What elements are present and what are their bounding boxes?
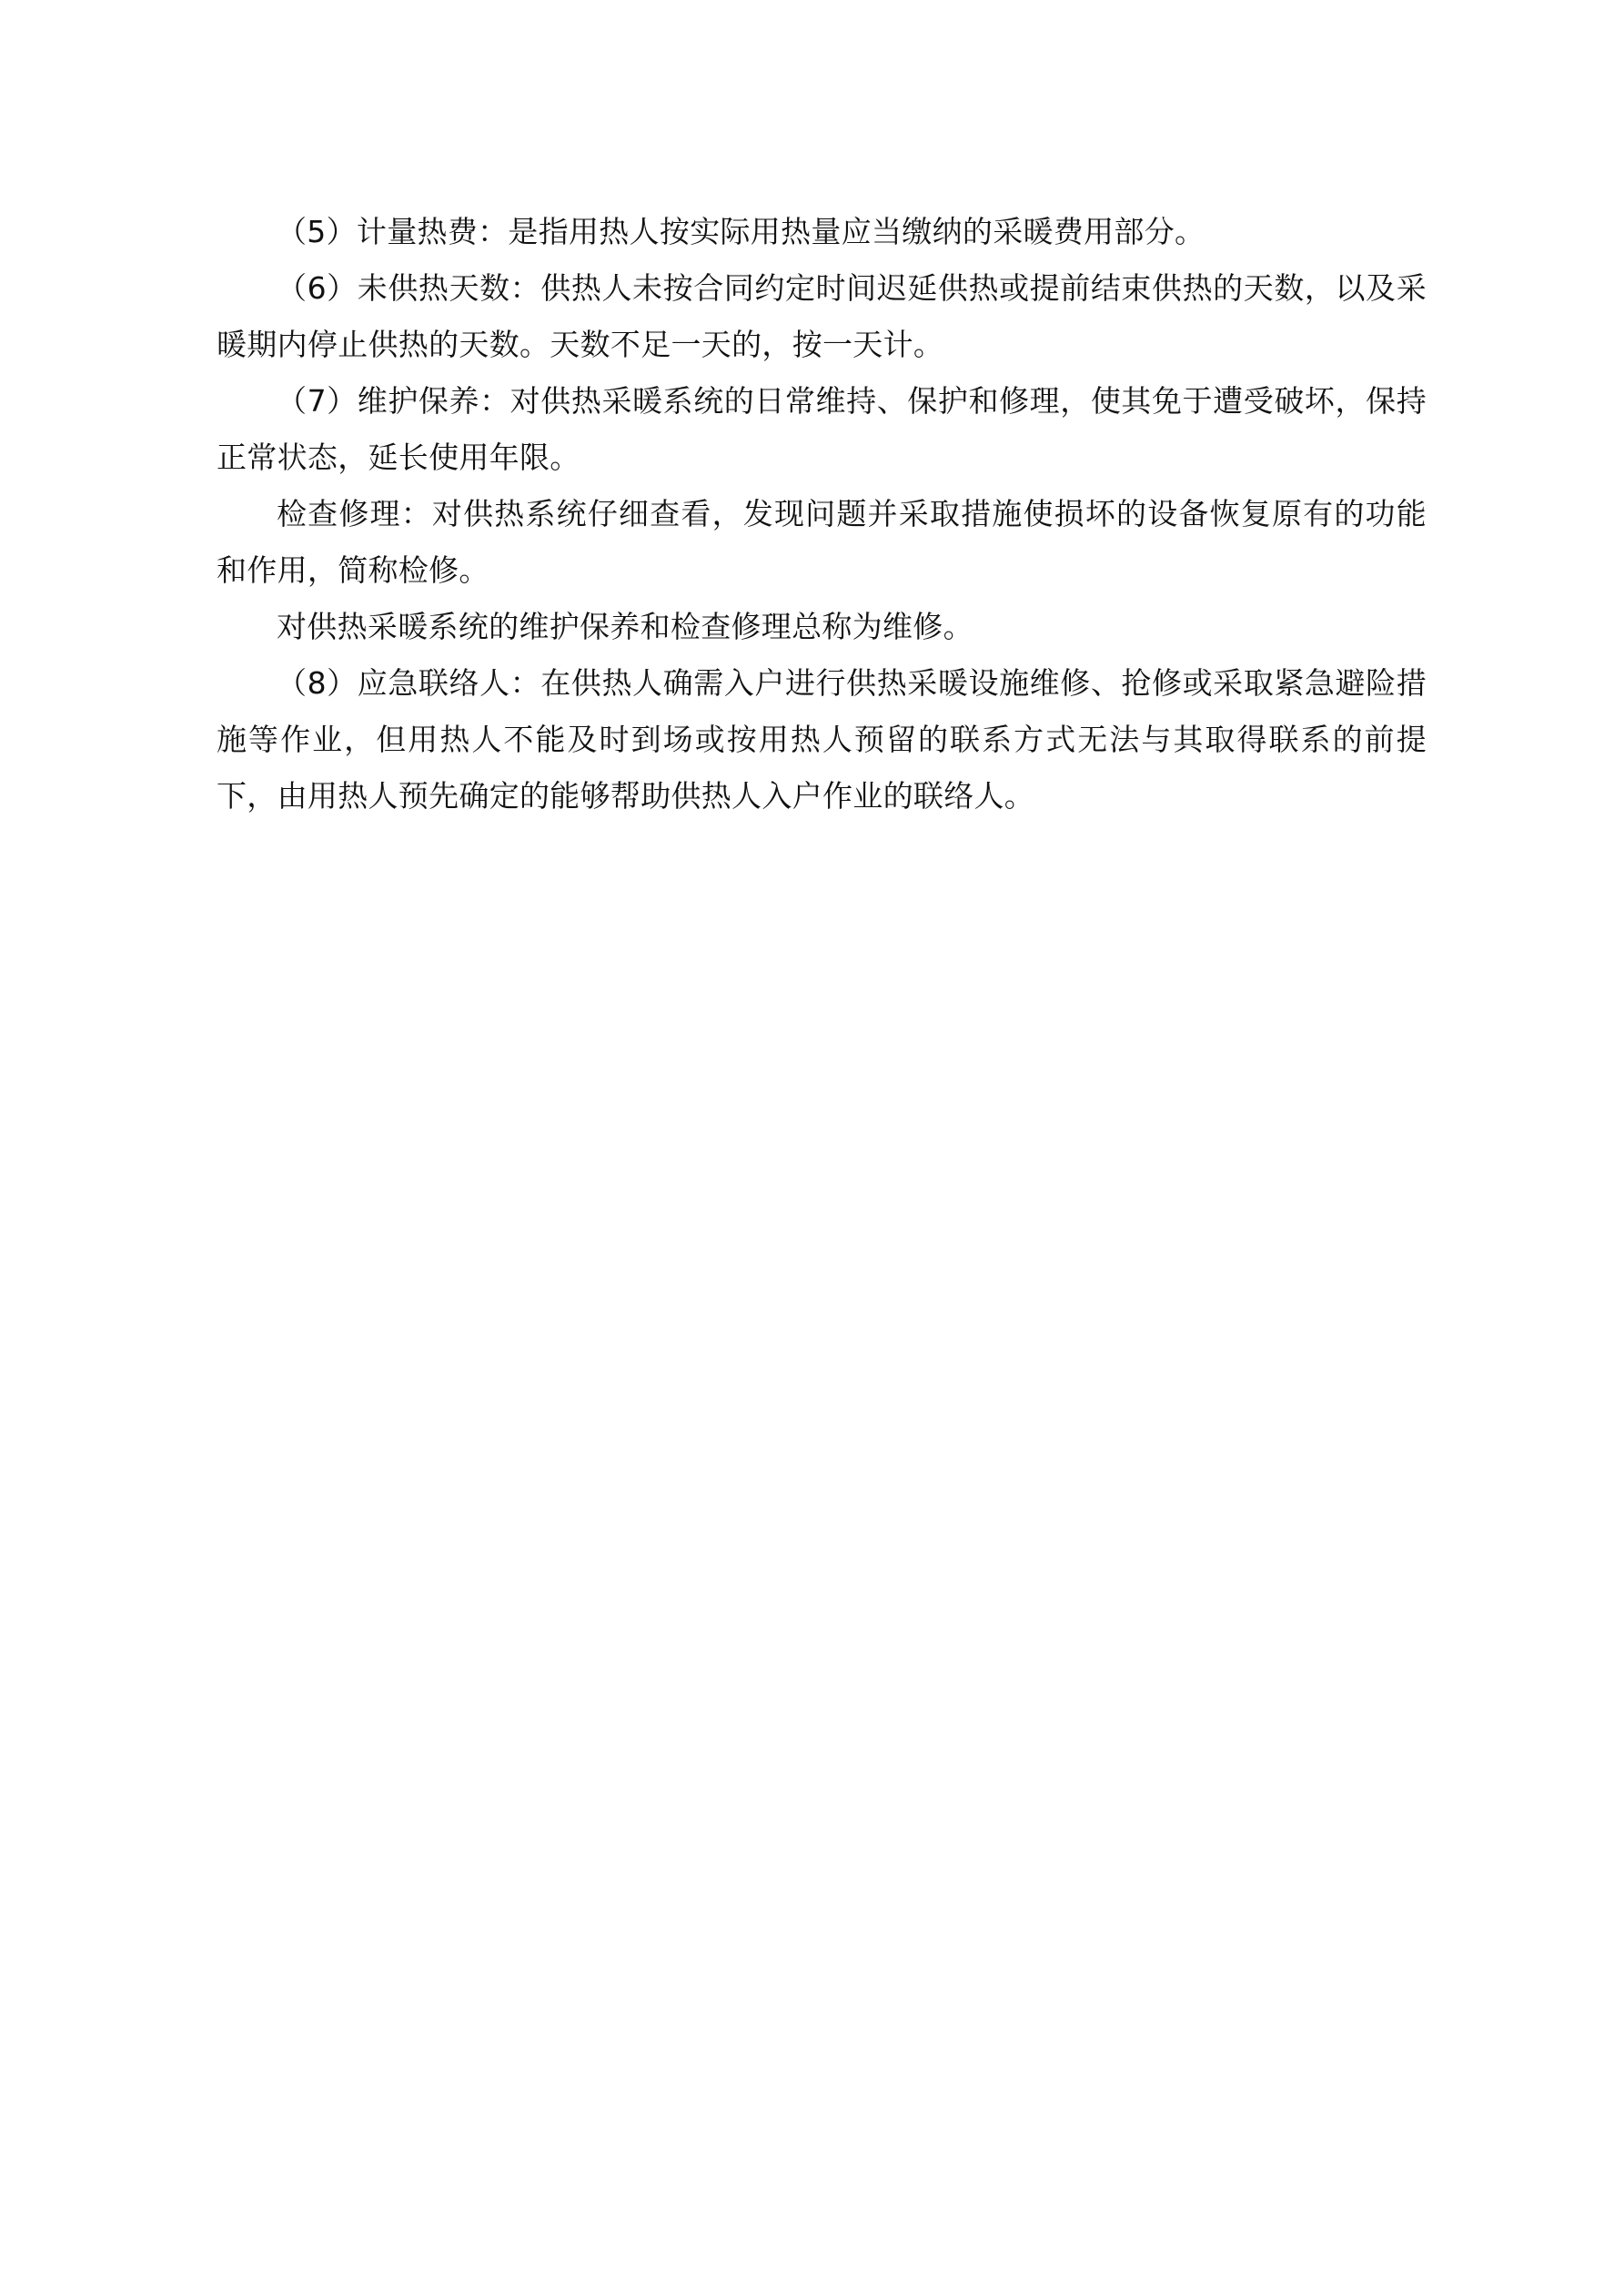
paragraph-inspection-repair: 检查修理：对供热系统仔细查看，发现问题并采取措施使损坏的设备恢复原有的功能和作用，简称检修。 [217,496,1427,588]
paragraph-emergency-contact: （8）应急联络人：在供热人确需入户进行供热采暖设施维修、抢修或采取紧急避险措施等作业，但用热人不能及时到场或按用热人预留的联系方式无法与其取得联系的前提下，由用热人预先确定的能够帮助供热人入户作业的联络人。 [217,665,1427,814]
paragraph-maintenance: （7）维护保养：对供热采暖系统的日常维持、保护和修理，使其免于遭受破坏，保持正常状态，延长使用年限。 [217,383,1427,475]
paragraph-metered-heat-fee: （5）计量热费：是指用热人按实际用热量应当缴纳的采暖费用部分。 [277,214,1205,249]
paragraph-repair-definition: 对供热采暖系统的维护保养和检查修理总称为维修。 [277,609,973,644]
document-body [217,204,1427,824]
paragraph-non-heating-days: （6）未供热天数：供热人未按合同约定时间迟延供热或提前结束供热的天数，以及采暖期内停止供热的天数。天数不足一天的，按一天计。 [217,270,1427,362]
